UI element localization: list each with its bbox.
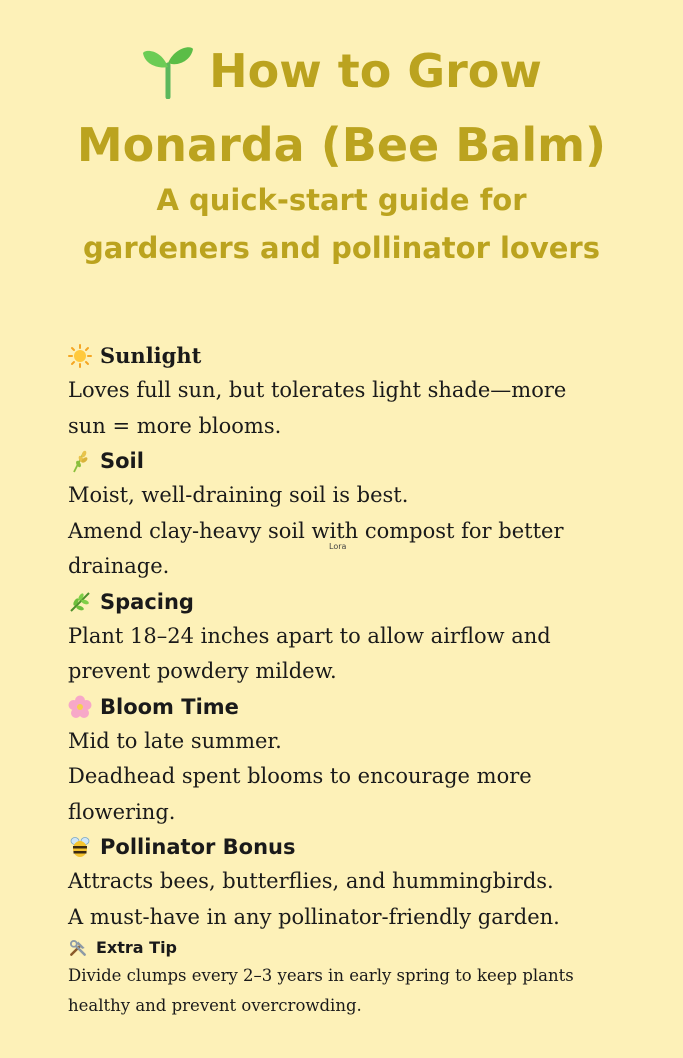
section-heading-soil — [68, 444, 638, 478]
title-text-2: Monarda (Bee Balm) — [76, 118, 607, 172]
section-body-pollinator-bonus: Attracts bees, butterflies, and hummingbirds. A must-have in any pollinator-friendly garden. — [68, 869, 560, 929]
section-body-sunlight: Loves full sun, but tolerates light shade—more sun = more blooms. — [68, 378, 567, 438]
subtitle-line-2: gardeners and pollinator lovers — [82, 231, 600, 265]
tools-icon — [68, 938, 88, 958]
subtitle-line-1: A quick-start guide for — [156, 183, 527, 217]
section-heading-extra-tip — [68, 935, 638, 961]
sections-list — [68, 339, 638, 1021]
title-line-1 — [0, 34, 683, 108]
section-heading-bloom-time — [68, 690, 638, 724]
section-heading-label: Sunlight — [100, 343, 202, 368]
section-heading-label: Bloom Time — [100, 694, 239, 719]
guide-page — [0, 34, 683, 1058]
wheat-icon — [68, 449, 92, 473]
section-heading-label: Pollinator Bonus — [100, 835, 296, 859]
seedling-icon — [141, 43, 195, 99]
section-heading-sunlight — [68, 339, 638, 373]
section-body-bloom-time: Mid to late summer. Deadhead spent blooms to encourage more flowering. — [68, 728, 532, 824]
section-body-extra-tip: Divide clumps every 2–3 years in early spring to keep plants healthy and prevent overcrowding. — [68, 966, 574, 1015]
section-heading-pollinator-bonus — [68, 830, 638, 864]
section-heading-label: Extra Tip — [96, 938, 178, 957]
sun-icon — [68, 344, 92, 368]
font-watermark: Lora — [329, 542, 347, 551]
title-text-1: How to Grow — [209, 44, 542, 98]
section-heading-label: Soil — [100, 449, 144, 473]
subtitle — [0, 176, 683, 272]
section-heading-spacing — [68, 585, 638, 619]
blossom-icon — [68, 695, 92, 719]
bee-icon — [68, 835, 92, 859]
section-body-soil: Moist, well-draining soil is best. Amend clay-heavy soil with compost for better drainage. — [68, 483, 564, 578]
section-body-spacing: Plant 18–24 inches apart to allow airflow and prevent powdery mildew. — [68, 623, 551, 683]
section-heading-label: Spacing — [100, 589, 194, 614]
page-title — [0, 34, 683, 182]
herb-icon — [68, 590, 92, 614]
